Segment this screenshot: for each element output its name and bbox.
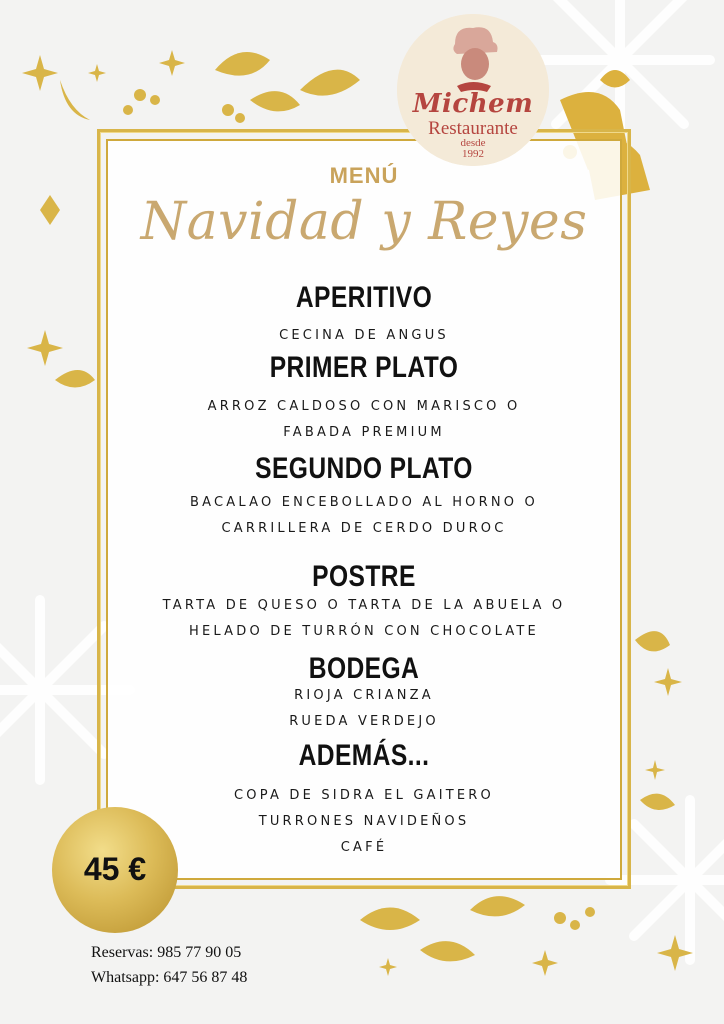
section-items (106, 683, 622, 735)
menu-item: CARRILLERA DE CERDO DUROC (221, 521, 507, 536)
menu-item: FABADA PREMIUM (283, 425, 445, 440)
section-bodega (106, 652, 622, 686)
section-primer-plato (106, 351, 622, 385)
logo-since-label: desde (460, 137, 486, 149)
reservas-phone: Reservas: 985 77 90 05 (91, 944, 242, 961)
menu-item: CECINA DE ANGUS (279, 328, 449, 343)
restaurant-logo (397, 14, 549, 166)
section-items (106, 783, 622, 861)
menu-item: COPA DE SIDRA EL GAITERO (234, 788, 494, 803)
section-items (106, 593, 622, 645)
menu-item: TARTA DE QUESO O TARTA DE LA ABUELA O (162, 598, 566, 613)
gold-foliage-bottom (360, 896, 693, 976)
logo-since (397, 138, 549, 160)
section-items (106, 394, 622, 446)
price-badge (52, 807, 178, 933)
section-heading: PRIMER PLATO (269, 351, 459, 384)
section-heading: SEGUNDO PLATO (255, 452, 473, 485)
section-heading: BODEGA (308, 652, 420, 685)
section-items (106, 490, 622, 542)
section-items (106, 323, 622, 349)
menu-label: MENÚ (329, 163, 399, 188)
whatsapp-phone: Whatsapp: 647 56 87 48 (91, 969, 248, 986)
price-label: 45 € (83, 851, 147, 887)
menu-item: HELADO DE TURRÓN CON CHOCOLATE (189, 624, 539, 639)
menu-item: CAFÉ (340, 840, 388, 855)
menu-item: ARROZ CALDOSO CON MARISCO O (207, 399, 521, 414)
menu-item: TURRONES NAVIDEÑOS (258, 814, 470, 829)
section-heading: ADEMÁS... (298, 739, 430, 772)
logo-since-year: 1992 (462, 148, 484, 160)
logo-subtitle: Restaurante (428, 118, 518, 139)
section-aperitivo (106, 281, 622, 315)
menu-item: RUEDA VERDEJO (289, 714, 439, 729)
menu-item: BACALAO ENCEBOLLADO AL HORNO O (190, 495, 538, 510)
menu-title: Navidad y Reyes (140, 192, 588, 252)
section-heading: POSTRE (312, 560, 416, 593)
section-ademas (106, 739, 622, 773)
section-heading: APERITIVO (295, 281, 433, 314)
gold-foliage-right (635, 631, 682, 810)
menu-item: RIOJA CRIANZA (294, 688, 434, 703)
section-segundo-plato (106, 452, 622, 486)
section-postre (106, 560, 622, 594)
logo-name: Michem (412, 89, 534, 119)
